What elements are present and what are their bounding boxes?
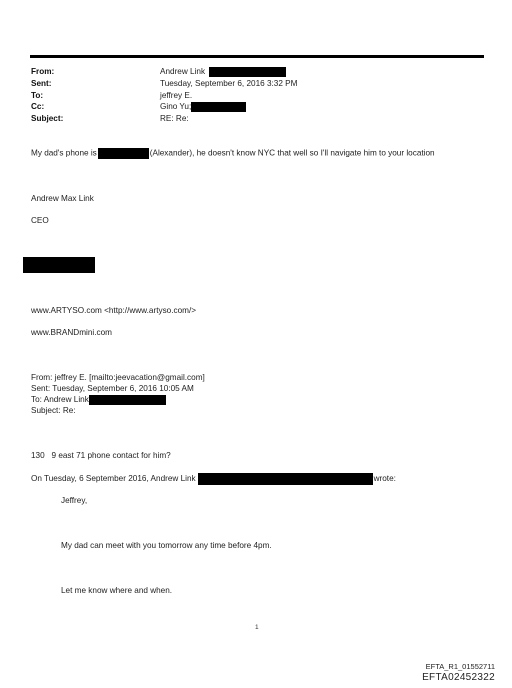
cc-label: Cc: (31, 102, 45, 111)
body-text: My dad's phone is (31, 148, 97, 158)
from-value (160, 67, 286, 77)
redaction-block (89, 395, 166, 405)
page-number: 1 (255, 624, 259, 631)
redaction-block (191, 102, 246, 112)
quoted-paragraph-2: Let me know where and when. (61, 586, 173, 595)
redaction-block (98, 148, 149, 159)
subject-label: Subject: (31, 114, 64, 123)
to-label: To: (31, 91, 44, 100)
quoted-paragraph-1: My dad can meet with you tomorrow any time before 4pm. (61, 541, 272, 550)
signature-title: CEO (31, 216, 49, 225)
quoted-attribution (31, 473, 396, 485)
redaction-block (23, 257, 95, 273)
quoted-from: From: jeffrey E. [mailto:jeevacation@gmail.com] (31, 373, 205, 382)
signature-name: Andrew Max Link (31, 194, 94, 203)
attribution-text: On Tuesday, 6 September 2016, Andrew Link (31, 474, 196, 484)
quoted-to (31, 395, 166, 405)
quoted-subject: Subject: Re: (31, 406, 76, 415)
body-line-1 (31, 148, 435, 159)
quoted-to-text: To: Andrew Link (31, 395, 89, 405)
cc-value (160, 102, 246, 112)
cc-name: Gino Yu; (160, 102, 192, 112)
header-rule (30, 55, 484, 58)
subject-value: RE: Re: (160, 114, 189, 123)
footer-id-2: EFTA02452322 (422, 672, 495, 683)
sent-value: Tuesday, September 6, 2016 3:32 PM (160, 79, 298, 88)
redaction-block (198, 473, 373, 485)
sent-label: Sent: (31, 79, 52, 88)
link-artyso[interactable]: www.ARTYSO.com <http://www.artyso.com/> (31, 306, 197, 315)
from-label: From: (31, 67, 55, 76)
redaction-block (209, 67, 286, 77)
quoted-question: 130 9 east 71 phone contact for him? (31, 451, 171, 460)
body-text: (Alexander), he doesn't know NYC that well so I'll navigate him to your location (149, 148, 435, 158)
link-brandmini[interactable]: www.BRANDmini.com (31, 328, 112, 337)
footer-id-1: EFTA_R1_01552711 (425, 662, 495, 671)
from-name: Andrew Link (160, 67, 206, 77)
to-value: jeffrey E. (160, 91, 193, 100)
attribution-text: wrote: (373, 474, 396, 484)
quoted-greeting: Jeffrey, (61, 496, 88, 505)
quoted-sent: Sent: Tuesday, September 6, 2016 10:05 AM (31, 384, 194, 393)
